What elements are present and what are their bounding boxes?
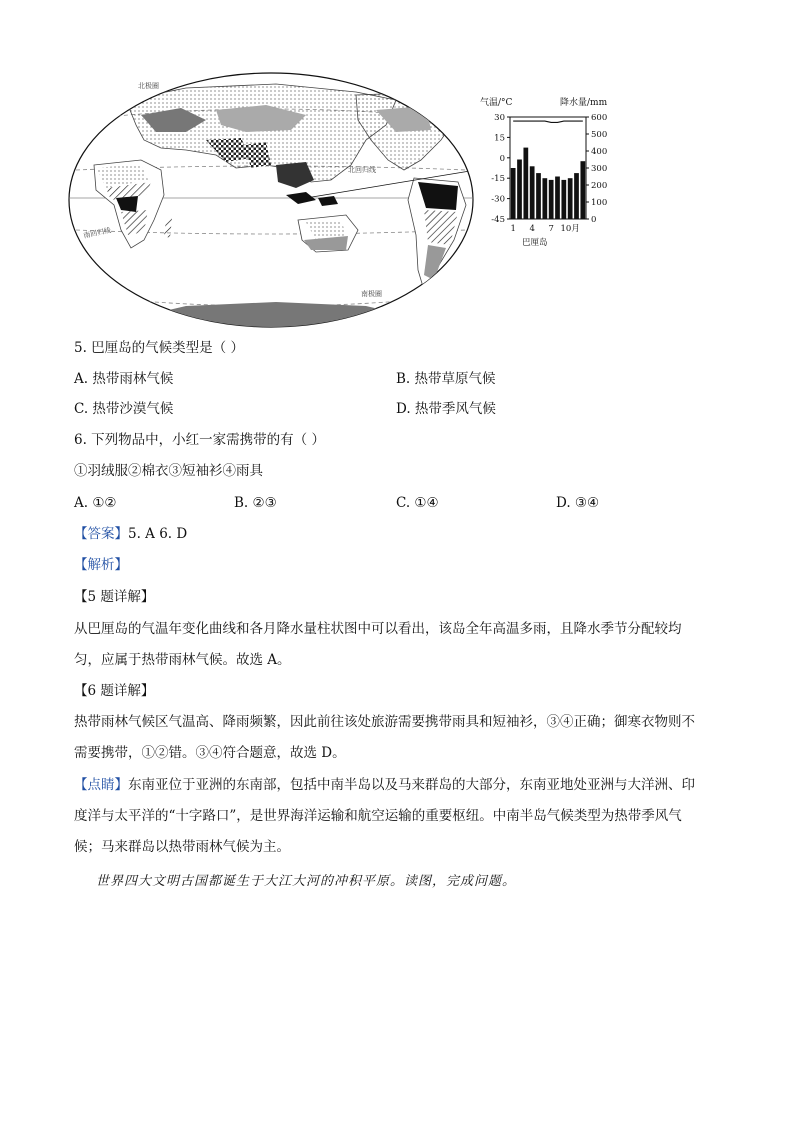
precip-bar (568, 178, 573, 219)
answer-text: 5. A 6. D (128, 526, 188, 542)
detail6-line1: 热带雨林气候区气温高、降雨频繁，因此前往该处旅游需要携带雨具和短袖衫，③④正确；御寒衣物则不 (74, 714, 695, 730)
q6-option-d[interactable]: D. ③④ (556, 495, 600, 511)
q6-option-a[interactable]: A. ①② (74, 495, 117, 511)
precip-tick-label: 100 (591, 198, 608, 208)
q6-option-b[interactable]: B. ②③ (234, 495, 277, 511)
precip-tick-label: 500 (591, 130, 608, 140)
temp-tick-label: 0 (499, 153, 505, 164)
precip-bar (555, 177, 560, 220)
note-line3: 候；马来群岛以热带雨林气候为主。 (74, 839, 290, 855)
precip-axis-title: 降水量/mm (560, 98, 608, 108)
detail5-tag: 【5 题详解】 (74, 589, 155, 605)
precip-bar (523, 148, 528, 219)
precip-tick-label: 200 (591, 181, 608, 191)
q6-stem: 6. 下列物品中，小红一家需携带的有（ ） (74, 432, 325, 448)
q5-option-b[interactable]: B. 热带草原气候 (396, 371, 496, 387)
detail5-line1: 从巴厘岛的气温年变化曲线和各月降水量柱状图中可以看出，该岛全年高温多雨，且降水季节分配较均 (74, 621, 682, 637)
note-line2: 度洋与太平洋的“十字路口”，是世界海洋运输和航空运输的重要枢纽。中南半岛气候类型为热带季风气 (74, 808, 682, 824)
analysis-tag: 【解析】 (74, 557, 128, 573)
precip-tick-label: 300 (591, 164, 608, 174)
precip-bar (580, 161, 585, 219)
station-label: 巴厘岛 (522, 238, 548, 248)
antarctic-circle-label: 南极圈 (361, 290, 382, 298)
q5-option-c[interactable]: C. 热带沙漠气候 (74, 401, 174, 417)
temp-tick-label: -15 (491, 174, 505, 185)
detail6-tag: 【6 题详解】 (74, 683, 155, 699)
temp-axis-title: 气温/°C (480, 98, 513, 108)
precip-tick-label: 400 (591, 147, 608, 157)
precip-bar (549, 180, 554, 219)
arctic-circle-label: 北极圈 (138, 82, 159, 90)
q6-option-c[interactable]: C. ①④ (396, 495, 439, 511)
precip-tick-label: 0 (591, 215, 597, 225)
q5-option-d[interactable]: D. 热带季风气候 (396, 401, 496, 417)
precip-bar (530, 166, 535, 219)
answer-line (74, 524, 187, 544)
precip-bar (574, 173, 579, 219)
note-text-1: 东南亚位于亚洲的东南部，包括中南半岛以及马来群岛的大部分，东南亚地处亚洲与大洋洲、印 (128, 777, 695, 793)
temp-tick-label: 15 (494, 133, 505, 144)
precip-bar (517, 160, 522, 220)
temp-tick-label: 30 (494, 113, 505, 123)
note-line1 (74, 775, 695, 795)
detail5-line2: 匀，应属于热带雨林气候。故选 A。 (74, 652, 291, 668)
precip-bar (536, 173, 541, 219)
temp-tick-label: -30 (491, 194, 505, 205)
temperature-line (513, 121, 583, 122)
month-label: 1 (510, 224, 516, 234)
tropic-capricorn-label: 南回归线 (82, 226, 112, 240)
next-section-intro: 世界四大文明古国都诞生于大江大河的冲积平原。读图，完成问题。 (96, 874, 517, 889)
question-figure (66, 70, 626, 330)
month-label: 7 (548, 224, 554, 234)
tropic-cancer-label: 北回归线 (348, 166, 376, 174)
precip-bar (561, 180, 566, 219)
world-climate-map (66, 70, 476, 330)
q5-stem: 5. 巴厘岛的气候类型是（ ） (74, 340, 244, 356)
precip-bar (511, 168, 516, 219)
detail6-line2: 需要携带，①②错。③④符合题意，故选 D。 (74, 745, 346, 761)
month-label: 10月 (560, 224, 580, 234)
q6-items: ①羽绒服②棉衣③短袖衫④雨具 (74, 463, 263, 479)
precip-bar (542, 178, 547, 219)
precip-tick-label: 600 (591, 113, 608, 123)
month-label: 4 (529, 224, 535, 234)
answer-tag: 【答案】 (74, 526, 128, 542)
note-tag: 【点睛】 (74, 777, 128, 793)
temp-tick-label: -45 (491, 215, 505, 225)
bali-climate-chart (478, 95, 626, 255)
q5-option-a[interactable]: A. 热带雨林气候 (74, 371, 174, 387)
